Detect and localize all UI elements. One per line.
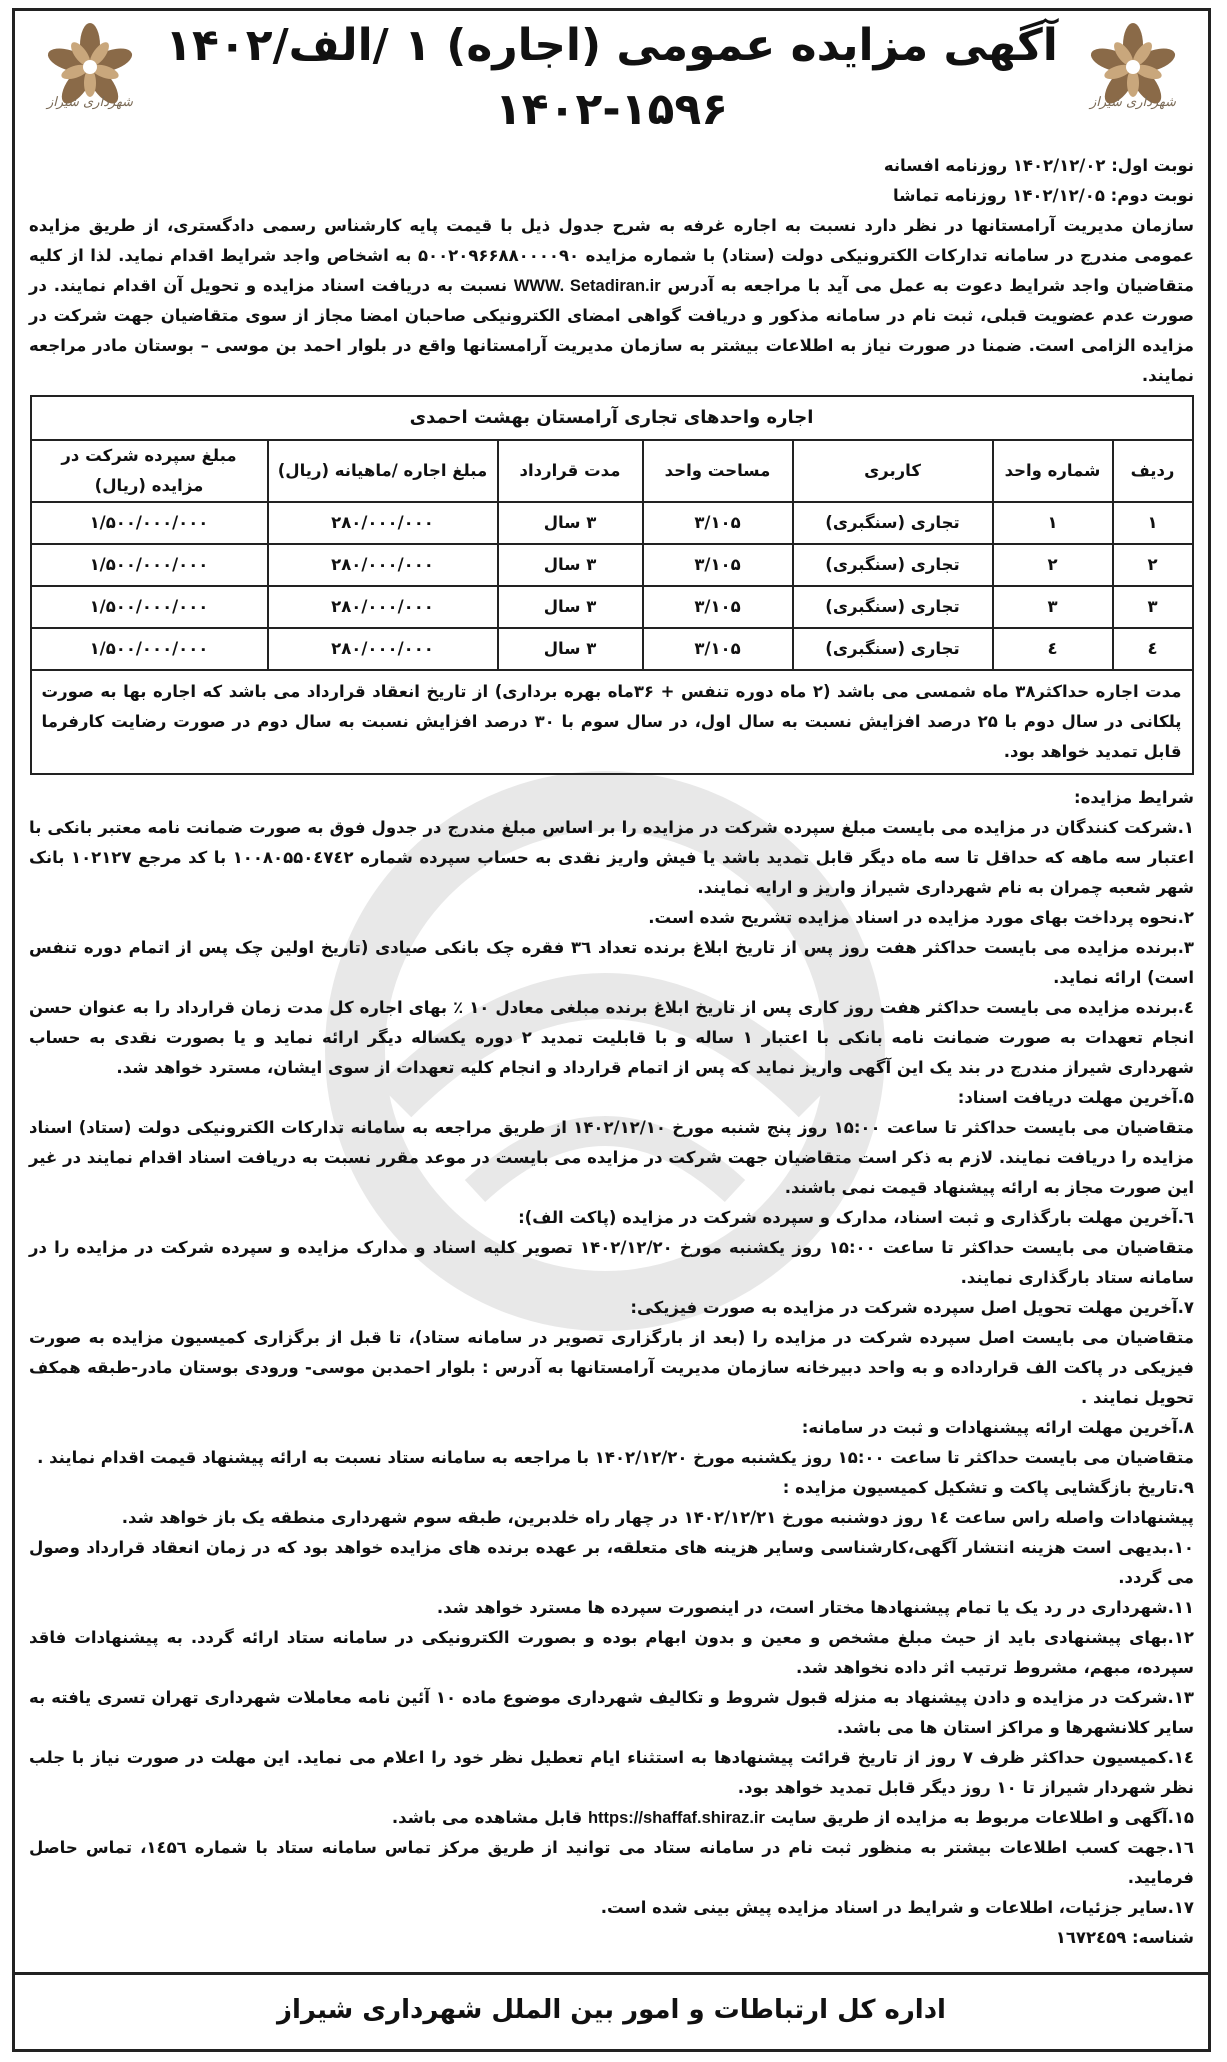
col-header: مساحت واحد <box>643 440 793 502</box>
condition-15-suffix: قابل مشاهده می باشد. <box>391 1808 583 1827</box>
table-cell: ۳ سال <box>498 502 643 544</box>
col-header: شماره واحد <box>993 440 1113 502</box>
table-cell: ۳ <box>1113 586 1193 628</box>
condition-item: ۲.نحوه پرداخت بهای مورد مزایده در اسناد مزایده تشریح شده است. <box>648 908 1194 927</box>
col-header: مدت قرارداد <box>498 440 643 502</box>
col-header: کاربری <box>793 440 993 502</box>
table-cell: تجاری (سنگبری) <box>793 586 993 628</box>
condition-item: ۱۱.شهرداری در رد یک یا تمام پیشنهادها مختار است، در اینصورت سپرده ها مسترد خواهد شد. <box>436 1598 1194 1617</box>
table-cell: ۱/۵۰۰/۰۰۰/۰۰۰ <box>31 544 268 586</box>
table-cell: ۲۸۰/۰۰۰/۰۰۰ <box>268 628 498 670</box>
condition-item: متقاضیان می بایست حداکثر تا ساعت ۱۵:۰۰ روز یکشنبه مورخ ۱۴۰۲/۱۲/۲۰ تصویر کلیه اسناد و مدارک مزایده و سپرده شرکت در مزایده را در سامانه ستاد بارگذاری نمایند. <box>29 1238 1194 1287</box>
table-row <box>31 628 1193 670</box>
table-cell: تجاری (سنگبری) <box>793 628 993 670</box>
condition-heading: ۷.آخرین مهلت تحویل اصل سپرده شرکت در مزایده به صورت فیزیکی: <box>630 1298 1194 1317</box>
intro-paragraph <box>29 211 1194 391</box>
intro-part2: نسبت به دریافت اسناد مزایده و تحویل آن اقدام نمایند. در صورت عدم عضویت قبلی، ثبت نام در سامانه مذکور و دریافت گواهی امضای الکترونیکی صاحبان امضا مجاز از سوی متقاضیان جهت شرکت در مزایده الزامی است. ضمنا در صورت نیاز به اطلاعات بیشتر به سازمان مدیریت آرامستانها واقع در بلوار احمد بن موسی – بوستان مادر مراجعه نمایند. <box>29 276 1194 385</box>
condition-item: ۱۰.بدیهی است هزینه انتشار آگهی،کارشناسی وسایر هزینه های متعلقه، بر عهده برنده های مزایده خواهد بود که در زمان انعقاد قرارداد وصول می گردد. <box>29 1538 1194 1587</box>
conditions-title: شرایط مزایده: <box>1074 788 1194 807</box>
condition-item: ۱۷.سایر جزئیات، اطلاعات و شرایط در اسناد مزایده پیش بینی شده است. <box>600 1898 1194 1917</box>
condition-item <box>29 1803 1194 1833</box>
table-cell: ٤ <box>1113 628 1193 670</box>
table-cell: ۲۸۰/۰۰۰/۰۰۰ <box>268 502 498 544</box>
table-cell: ۳/۱۰۵ <box>643 502 793 544</box>
table-cell: ۲۸۰/۰۰۰/۰۰۰ <box>268 586 498 628</box>
condition-heading: ۸.آخرین مهلت ارائه پیشنهادات و ثبت در سامانه: <box>801 1418 1194 1437</box>
table-cell: ۳/۱۰۵ <box>643 586 793 628</box>
table-row <box>31 544 1193 586</box>
ad-header <box>15 11 1208 151</box>
table-cell: ۲ <box>1113 544 1193 586</box>
table-cell: تجاری (سنگبری) <box>793 502 993 544</box>
condition-item: ۱٦.جهت کسب اطلاعات بیشتر به منظور ثبت نام در سامانه ستاد می توانید از طریق مرکز تماس سامانه ستاد با شماره ۱٤۵٦، تماس حاصل فرمایید. <box>29 1838 1194 1887</box>
condition-heading: ۹.تاریخ بازگشایی پاکت و تشکیل کمیسیون مزایده : <box>782 1478 1194 1497</box>
col-header: ردیف <box>1113 440 1193 502</box>
condition-item: متقاضیان می بایست حداکثر تا ساعت ۱۵:۰۰ روز یکشنبه مورخ ۱۴۰۲/۱۲/۲۰ با مراجعه به سامانه ستاد نسبت به ارائه پیشنهاد قیمت اقدام نمایند . <box>37 1448 1194 1467</box>
condition-item: پیشنهادات واصله راس ساعت ۱٤ روز دوشنبه مورخ ۱۴۰۲/۱۲/۲۱ در چهار راه خلدبرین، طبقه سوم شهرداری منطقه یک باز خواهد شد. <box>121 1508 1194 1527</box>
ad-footer: اداره کل ارتباطات و امور بین الملل شهرداری شیراز <box>15 1972 1208 2049</box>
logo-caption-right: شهرداری شیراز <box>1090 95 1176 110</box>
table-caption: اجاره واحدهای تجاری آرامستان بهشت احمدی <box>30 395 1194 439</box>
intro-part1: سازمان مدیریت آرامستانها در نظر دارد نسبت به اجاره غرفه به شرح جدول ذیل با قیمت پایه کارشناس رسمی دادگستری، از طریق مزایده عمومی مندرج در سامانه تدارکات الکترونیکی دولت (ستاد) با شماره مزایده ۵۰۰۲۰۹۶۶۸۸۰۰۰۰۹۰ به اشخاص واجد شرایط اقدام نماید. لذا از کلیه متقاضیان واجد شرایط دعوت به عمل می آید با مراجعه به آدرس <box>29 216 1195 295</box>
condition-item: ۳.برنده مزایده می بایست حداکثر هفت روز پس از تاریخ ابلاغ برنده تعداد ۳٦ فقره چک بانکی صیادی (تاریخ اولین چک پس از اتمام دوره تنفس است) ارائه نماید. <box>29 938 1194 987</box>
condition-item: ٤.برنده مزایده می بایست حداکثر هفت روز کاری پس از تاریخ ابلاغ برنده مبلغی معادل ۱۰ ٪ بهای اجاره کل مدت زمان قرارداد را به عنوان حسن انجام تعهدات به صورت ضمانت نامه بانکی با اعتبار ۱ ساله و با قابلیت تمدید ۲ دوره یکساله دیگر ارائه نماید و یا بصورت نقدی به حساب شهرداری شیراز مندرج در بند یک این آگهی واریز نماید که پس از اتمام قرارداد و انجام کلیه تعهدات از سوی ایشان، مسترد خواهد شد. <box>29 998 1194 1077</box>
units-table <box>30 395 1194 775</box>
table-row <box>31 586 1193 628</box>
col-header: مبلغ سپرده شرکت در مزایده (ریال) <box>31 440 268 502</box>
table-cell: ۳ <box>993 586 1113 628</box>
table-cell: تجاری (سنگبری) <box>793 544 993 586</box>
table-note-row <box>31 670 1193 774</box>
table-cell: ۱/۵۰۰/۰۰۰/۰۰۰ <box>31 628 268 670</box>
ad-number: ۱۴۰۲-۱۵۹۶ <box>494 84 729 135</box>
table-cell: ۳ سال <box>498 544 643 586</box>
table-note: مدت اجاره حداکثر۳۸ ماه شمسی می باشد (۲ ماه دوره تنفس + ۳۶ماه بهره برداری) از تاریخ انعقاد قرارداد می باشد که اجاره بها به صورت پلکانی در سال دوم با ۲۵ درصد افزایش نسبت به سال اول، در سال سوم با ۳۰ درصد افزایش نسبت به سال دوم در صورت رضایت کارفرما قابل تمدید خواهد بود. <box>31 670 1193 774</box>
notice-second: نوبت دوم: ۱۴۰۲/۱۲/۰۵ روزنامه تماشا <box>893 186 1194 205</box>
table-header-row <box>31 440 1193 502</box>
table-cell: ۳/۱۰۵ <box>643 544 793 586</box>
condition-heading: ۵.آخرین مهلت دریافت اسناد: <box>957 1088 1194 1107</box>
condition-item: ۱۲.بهای پیشنهادی باید از حیث مبلغ مشخص و معین و بدون ابهام بوده و بصورت الکترونیکی در سامانه ستاد ارائه گردد. به پیشنهادات فاقد سپرده، مبهم، مشروط ترتیب اثر داده نخواهد شد. <box>29 1628 1194 1677</box>
table-cell: ۳ سال <box>498 628 643 670</box>
setadiran-link[interactable]: WWW. Setadiran.ir <box>513 277 661 295</box>
ad-frame <box>12 8 1211 2052</box>
table-cell: ۱/۵۰۰/۰۰۰/۰۰۰ <box>31 502 268 544</box>
logo-caption-left: شهرداری شیراز <box>47 95 133 110</box>
ad-title: آگهی مزایده عمومی (اجاره) ۱ /الف/۱۴۰۲ <box>165 20 1058 71</box>
condition-heading: ٦.آخرین مهلت بارگذاری و ثبت اسناد، مدارک و سپرده شرکت در مزایده (پاکت الف): <box>518 1208 1194 1227</box>
table-cell: ۲۸۰/۰۰۰/۰۰۰ <box>268 544 498 586</box>
condition-item: متقاضیان می بایست حداکثر تا ساعت ۱۵:۰۰ روز پنج شنبه مورخ ۱۴۰۲/۱۲/۱۰ از طریق مراجعه به سامانه تدارکات الکترونیکی دولت (ستاد) اسناد مزایده را دریافت نمایند. لازم به ذکر است متقاضیان جهت شرکت در مزایده می بایست در موعد مقرر نسبت به دریافت اسناد اقدام نمایند در غیر این صورت مجاز به ارائه پیشنهاد قیمت نمی باشند. <box>29 1118 1194 1197</box>
condition-item: ۱٤.کمیسیون حداکثر ظرف ۷ روز از تاریخ قرائت پیشنهادها به استثناء ایام تعطیل نظر خود را اعلام می نماید. این مهلت در صورت نیاز با جلب نظر شهردار شیراز تا ۱۰ روز دیگر قابل تمدید خواهد بود. <box>29 1748 1195 1797</box>
notice-first: نوبت اول: ۱۴۰۲/۱۲/۰۲ روزنامه افسانه <box>883 156 1194 175</box>
table-cell: ۳ سال <box>498 586 643 628</box>
table-cell: ۱ <box>993 502 1113 544</box>
condition-item: ۱۳.شرکت در مزایده و دادن پیشنهاد به منزله قبول شروط و تکالیف شهرداری موضوع ماده ۱۰ آئین نامه معاملات شهرداری تهران تسری یافته به سایر کلانشهرها و مراکز استان ها می باشد. <box>29 1688 1194 1737</box>
col-header: مبلغ اجاره /ماهیانه (ریال) <box>268 440 498 502</box>
table-cell: ٤ <box>993 628 1113 670</box>
condition-15-prefix: ۱۵.آگهی و اطلاعات مربوط به مزایده از طریق سایت <box>770 1808 1194 1827</box>
table-cell: ۲ <box>993 544 1113 586</box>
table-cell: ۳/۱۰۵ <box>643 628 793 670</box>
condition-item: متقاضیان می بایست اصل سپرده شرکت در مزایده را (بعد از بارگزاری تصویر در سامانه ستاد)، تا قبل از برگزاری کمیسیون مزایده به صورت فیزیکی در پاکت الف قرارداده و به واحد دبیرخانه سازمان مدیریت آرامستانها به آدرس : بلوار احمدبن موسی- ورودی بوستان مادر-طبقه همکف تحویل نمایند . <box>29 1328 1194 1407</box>
table-cell: ۱/۵۰۰/۰۰۰/۰۰۰ <box>31 586 268 628</box>
shiraz-municipality-logo-icon <box>1074 17 1192 135</box>
table-row <box>31 502 1193 544</box>
ad-body <box>15 151 1208 1953</box>
shaffaf-link[interactable]: https://shaffaf.shiraz.ir <box>587 1809 765 1827</box>
ad-id: شناسه: ۱٦۷۲٤۵۹ <box>1055 1928 1194 1947</box>
table-cell: ۱ <box>1113 502 1193 544</box>
shiraz-municipality-logo-icon <box>31 17 149 135</box>
condition-item: ۱.شرکت کنندگان در مزایده می بایست مبلغ سپرده شرکت در مزایده را بر اساس مبلغ مندرج در جدول فوق به صورت ضمانت نامه معتبر بانکی با اعتبار سه ماهه که حداقل تا سه ماه دیگر قابل تمدید باشد یا فیش واریز نقدی به حساب سپرده شماره ۱۰۰۸۰۵۵۰٤۷٤۲ با کد مرجع ۱۰۲۱۲۷ بانک شهر شعبه چمران به نام شهرداری شیراز واریز و ارایه نمایند. <box>29 818 1194 897</box>
